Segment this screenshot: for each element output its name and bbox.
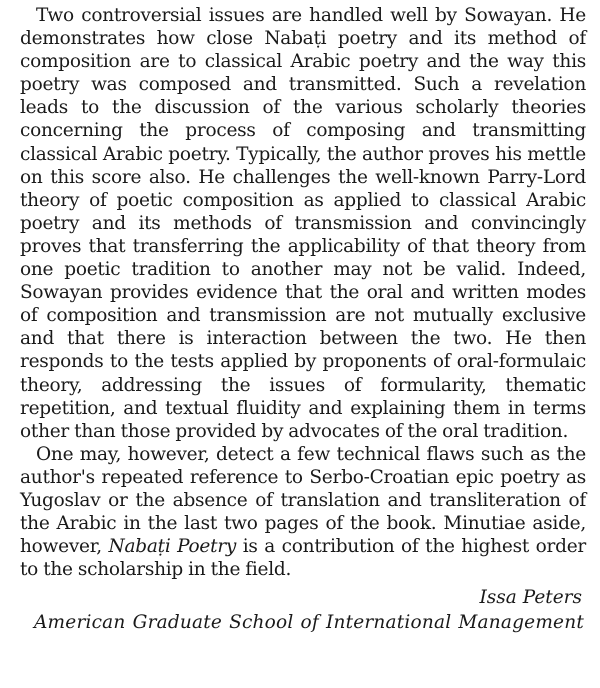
paragraph-2-text-end: is a contribution of the highest order to the scholarship in the field. <box>20 536 586 581</box>
review-paragraph-2 <box>20 443 586 582</box>
reviewer-name: Issa Peters <box>479 587 582 609</box>
review-paragraph-1: Two controversial issues are handled well by Sowayan. He demonstrates how close Nabaṭi poetry and its method of composition are to classical Arabic poetry and the way this poetry was composed and transmitted. Such a revelation leads to the discussion of the various scholarly theories concerning the process of composing and transmitting classical Arabic poetry. Typically, the author proves his mettle on this score also. He challenges the well-known Parry-Lord theory of poetic composition as applied to classical Arabic poetry and its methods of transmission and convincingly proves that transferring the applicability of that theory from one poetic tradition to another may not be valid. Indeed, Sowayan provides evidence that the oral and written modes of composition and transmission are not mutually exclusive and that there is interaction between the two. He then responds to the tests applied by proponents of oral-formulaic theory, addressing the issues of formularity, thematic repetition, and textual fluidity and explaining them in terms other than those provided by advocates of the oral tradition. <box>20 5 586 442</box>
review-page <box>20 0 586 688</box>
reviewer-affiliation: American Graduate School of International Management <box>34 612 584 634</box>
book-title: Nabaṭi Poetry <box>108 536 237 558</box>
paragraph-2-text-start: One may, however, detect a few technical flaws such as the author's repeated reference to Serbo-Croatian epic poetry as Yugoslav or the absence of translation and transliteration of the Arabic in the last two pages of the book. Minutiae aside, however, <box>20 443 586 558</box>
